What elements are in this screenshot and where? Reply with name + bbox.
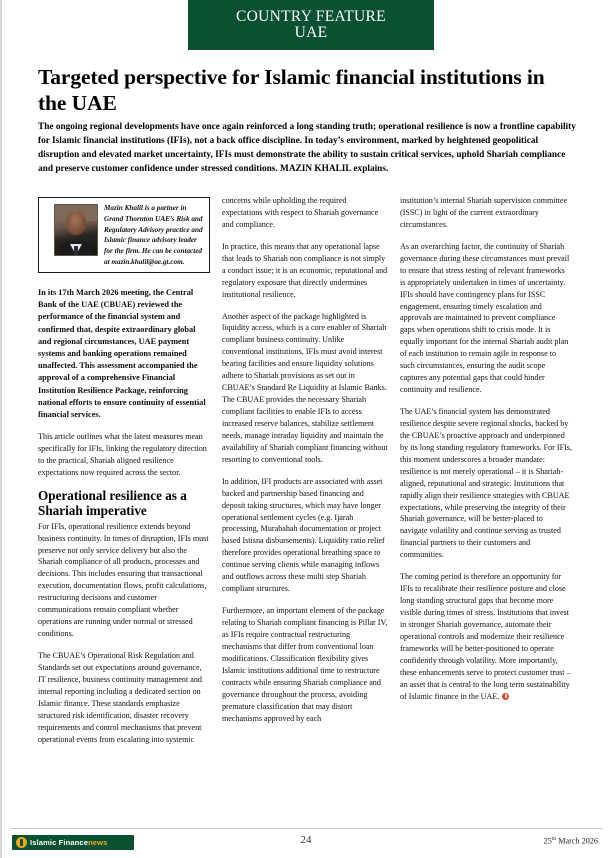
paragraph: As an overarching factor, the continuity of Shariah governance during these circumstances must prevail to ensure that stress testing of relevant frameworks is appropriately undertaken in times of uncertainty. IFIs should have contingency plans for ISSC engagement, ensuring timely escalation and approvals are maintained to prevent compliance gaps when operations shift to crisis mode. It is equally important for the internal Shariah audit plan of each institution to remain agile in response to such circumstances, ensuring the audit scope captures any potential gaps that could hinder continuity and resilience.	[400, 241, 570, 395]
page-title: Targeted perspective for Islamic financial institutions in the UAE	[38, 65, 545, 116]
paragraph: In its 17th March 2026 meeting, the Central Bank of the UAE (CBUAE) reviewed the performance of the financial system and confirmed that, despite extraordinary global and regional circumstances, UAE payment systems and banking operations remained unaffected. This assessment accompanied the approval of a comprehensive Financial Institution Resilience Package, reinforcing national efforts to ensure continuity of essential financial services.	[38, 288, 206, 419]
footer-divider	[10, 828, 602, 829]
paragraph-text: The coming period is therefore an opportunity for IFIs to recalibrate their resilience posture and close long standing structural gaps that become more visible during times of stress. Institutions that invest in stronger Shariah governance, automate their operational controls and modernize their resilience frameworks will be better-positioned to operate confidently through volatility. More importantly, these enhancements serve to protect customer trust – an asset that is central to the long term sustainability of Islamic finance in the UAE.	[400, 572, 571, 701]
author-bio-box	[38, 197, 210, 273]
paragraph: For IFIs, operational resilience extends beyond business continuity. In times of disruption, IFIs must preserve not only service delivery but also the Shariah compliance of all products, processes and decisions. This includes ensuring that transactional execution, documentation flows, profit calculations, restructuring decisions and customer communications remain compliant whether operations are running under normal or stressed conditions.	[38, 521, 209, 639]
paragraph: The CBUAE’s Operational Risk Regulation and Standards set out expectations around governance, IT resilience, business continuity management and internal reporting including a dedicated section on Islamic finance. These standards emphasize structured risk identification, disaster recovery requirements and control mechanisms that prevent operational events from escalating into systemic	[38, 651, 202, 744]
author-photo	[54, 204, 98, 256]
banner-section-label: COUNTRY FEATURE	[236, 7, 386, 25]
logo-text-primary: Islamic Finance	[30, 838, 89, 847]
page-number: 24	[300, 834, 312, 846]
article-column-3	[400, 195, 572, 713]
paragraph: The UAE’s financial system has demonstrated resilience despite severe regional shocks, backed by the CBUAE’s proactive approach and underpinned by its long standing regulatory frameworks. For IFIs, this moment underscores a broader mandate: resilience is not merely operational – it is Shariah-aligned, reputational and strategic. Institutions that rapidly align their resilience strategies with CBUAE expectations, while preserving the integrity of their Shariah governance, will be better-placed to navigate volatility and continue serving as trusted financial partners to their customers and communities.	[400, 407, 572, 560]
photo-face	[66, 211, 86, 235]
end-of-article-icon	[502, 693, 509, 700]
issue-date-month-year: March 2026	[556, 836, 598, 846]
logo-text-accent: news	[88, 838, 108, 847]
paragraph: concerns while upholding the required expectations with respect to Shariah governance and compliance.	[222, 196, 379, 229]
issue-date-day: 25	[543, 836, 552, 846]
paragraph: institution’s internal Shariah supervision committee (ISSC) in light of the current extraordinary circumstances.	[400, 196, 568, 229]
author-bio-text: Mazin Khalil is a partner in Grand Thornton UAE’s Risk and Regulatory Advisory practice and Islamic finance advisory leader for the firm. He can be contacted at mazin.khalil@ae.gt.com.	[104, 204, 203, 266]
paragraph: In addition, IFI products are associated with asset backed and partnership based financing and deposit taking structures, which may have longer operational settlement cycles (e.g. Ijarah processing, Murabahah documentation or project based Istisna disbursements). Liquidity ratio relief therefore provides operational breathing space to continue serving clients while managing inflows and outflows across these multi step Shariah compliant structures.	[222, 476, 385, 594]
paragraph: In practice, this means that any operational lapse that leads to Shariah non compliance is not simply a conduct issue; it is an economic, reputational and regulatory exposure that directly undermines institutional resilience.	[222, 241, 388, 299]
banner-wrap	[2, 0, 608, 52]
standfirst-intro: The ongoing regional developments have once again reinforced a long standing truth; operational resilience is now a frontline capability for Islamic financial institutions (IFIs), not a back office discipline. In today’s environment, marked by heightened geopolitical disruption and elevated market uncertainty, IFIs must demonstrate the ability to sustain critical services, uphold Shariah compliance and preserve customer confidence under stressed conditions. MAZIN KHALIL explains.	[38, 122, 576, 175]
issue-date	[544, 836, 598, 846]
paragraph: Another aspect of the package highlighted is liquidity access, which is a core enabler of Shariah compliant business continuity. Unlike conventional institutions, IFIs must avoid interest bearing facilities and ensure liquidity solutions adhere to Shariah provisions as set out in CBUAE’s Standard Re Liquidity at Islamic Banks. The CBUAE provides the necessary Shariah compliant facilities to enable IFIs to access increased reserve balances, stabilize settlement needs, manage intraday liquidity and maintain the availability of Shariah compliant financing without resorting to conventional tools.	[222, 311, 388, 464]
article-column-1	[38, 195, 210, 756]
article-column-2	[222, 195, 388, 734]
country-feature-banner	[188, 0, 434, 50]
paragraph: This article outlines what the latest measures mean specifically for IFIs, linking the regulatory direction to the practical, Shariah aligned resilience expectations now required across the sector.	[38, 432, 207, 477]
issue-date-ordinal: th	[551, 836, 557, 842]
photo-tie	[74, 246, 78, 255]
page-footer	[2, 828, 608, 858]
lead-paragraph-group	[38, 287, 210, 421]
section-heading: Operational resilience as a Shariah imperative	[38, 487, 187, 518]
banner-country-label: UAE	[294, 24, 328, 41]
paragraph-final	[400, 571, 572, 702]
paragraph: Furthermore, an important element of the package relating to Shariah compliant financing is Pillar IV, as IFIs require contractual restructuring mechanisms that differ from conventional loan modifications. Classification flexibility gives Islamic institutions additional time to restructure contracts while ensuring Shariah compliance and governance throughout the process, avoiding premature classification that may distort mechanisms approved by each	[222, 606, 388, 723]
